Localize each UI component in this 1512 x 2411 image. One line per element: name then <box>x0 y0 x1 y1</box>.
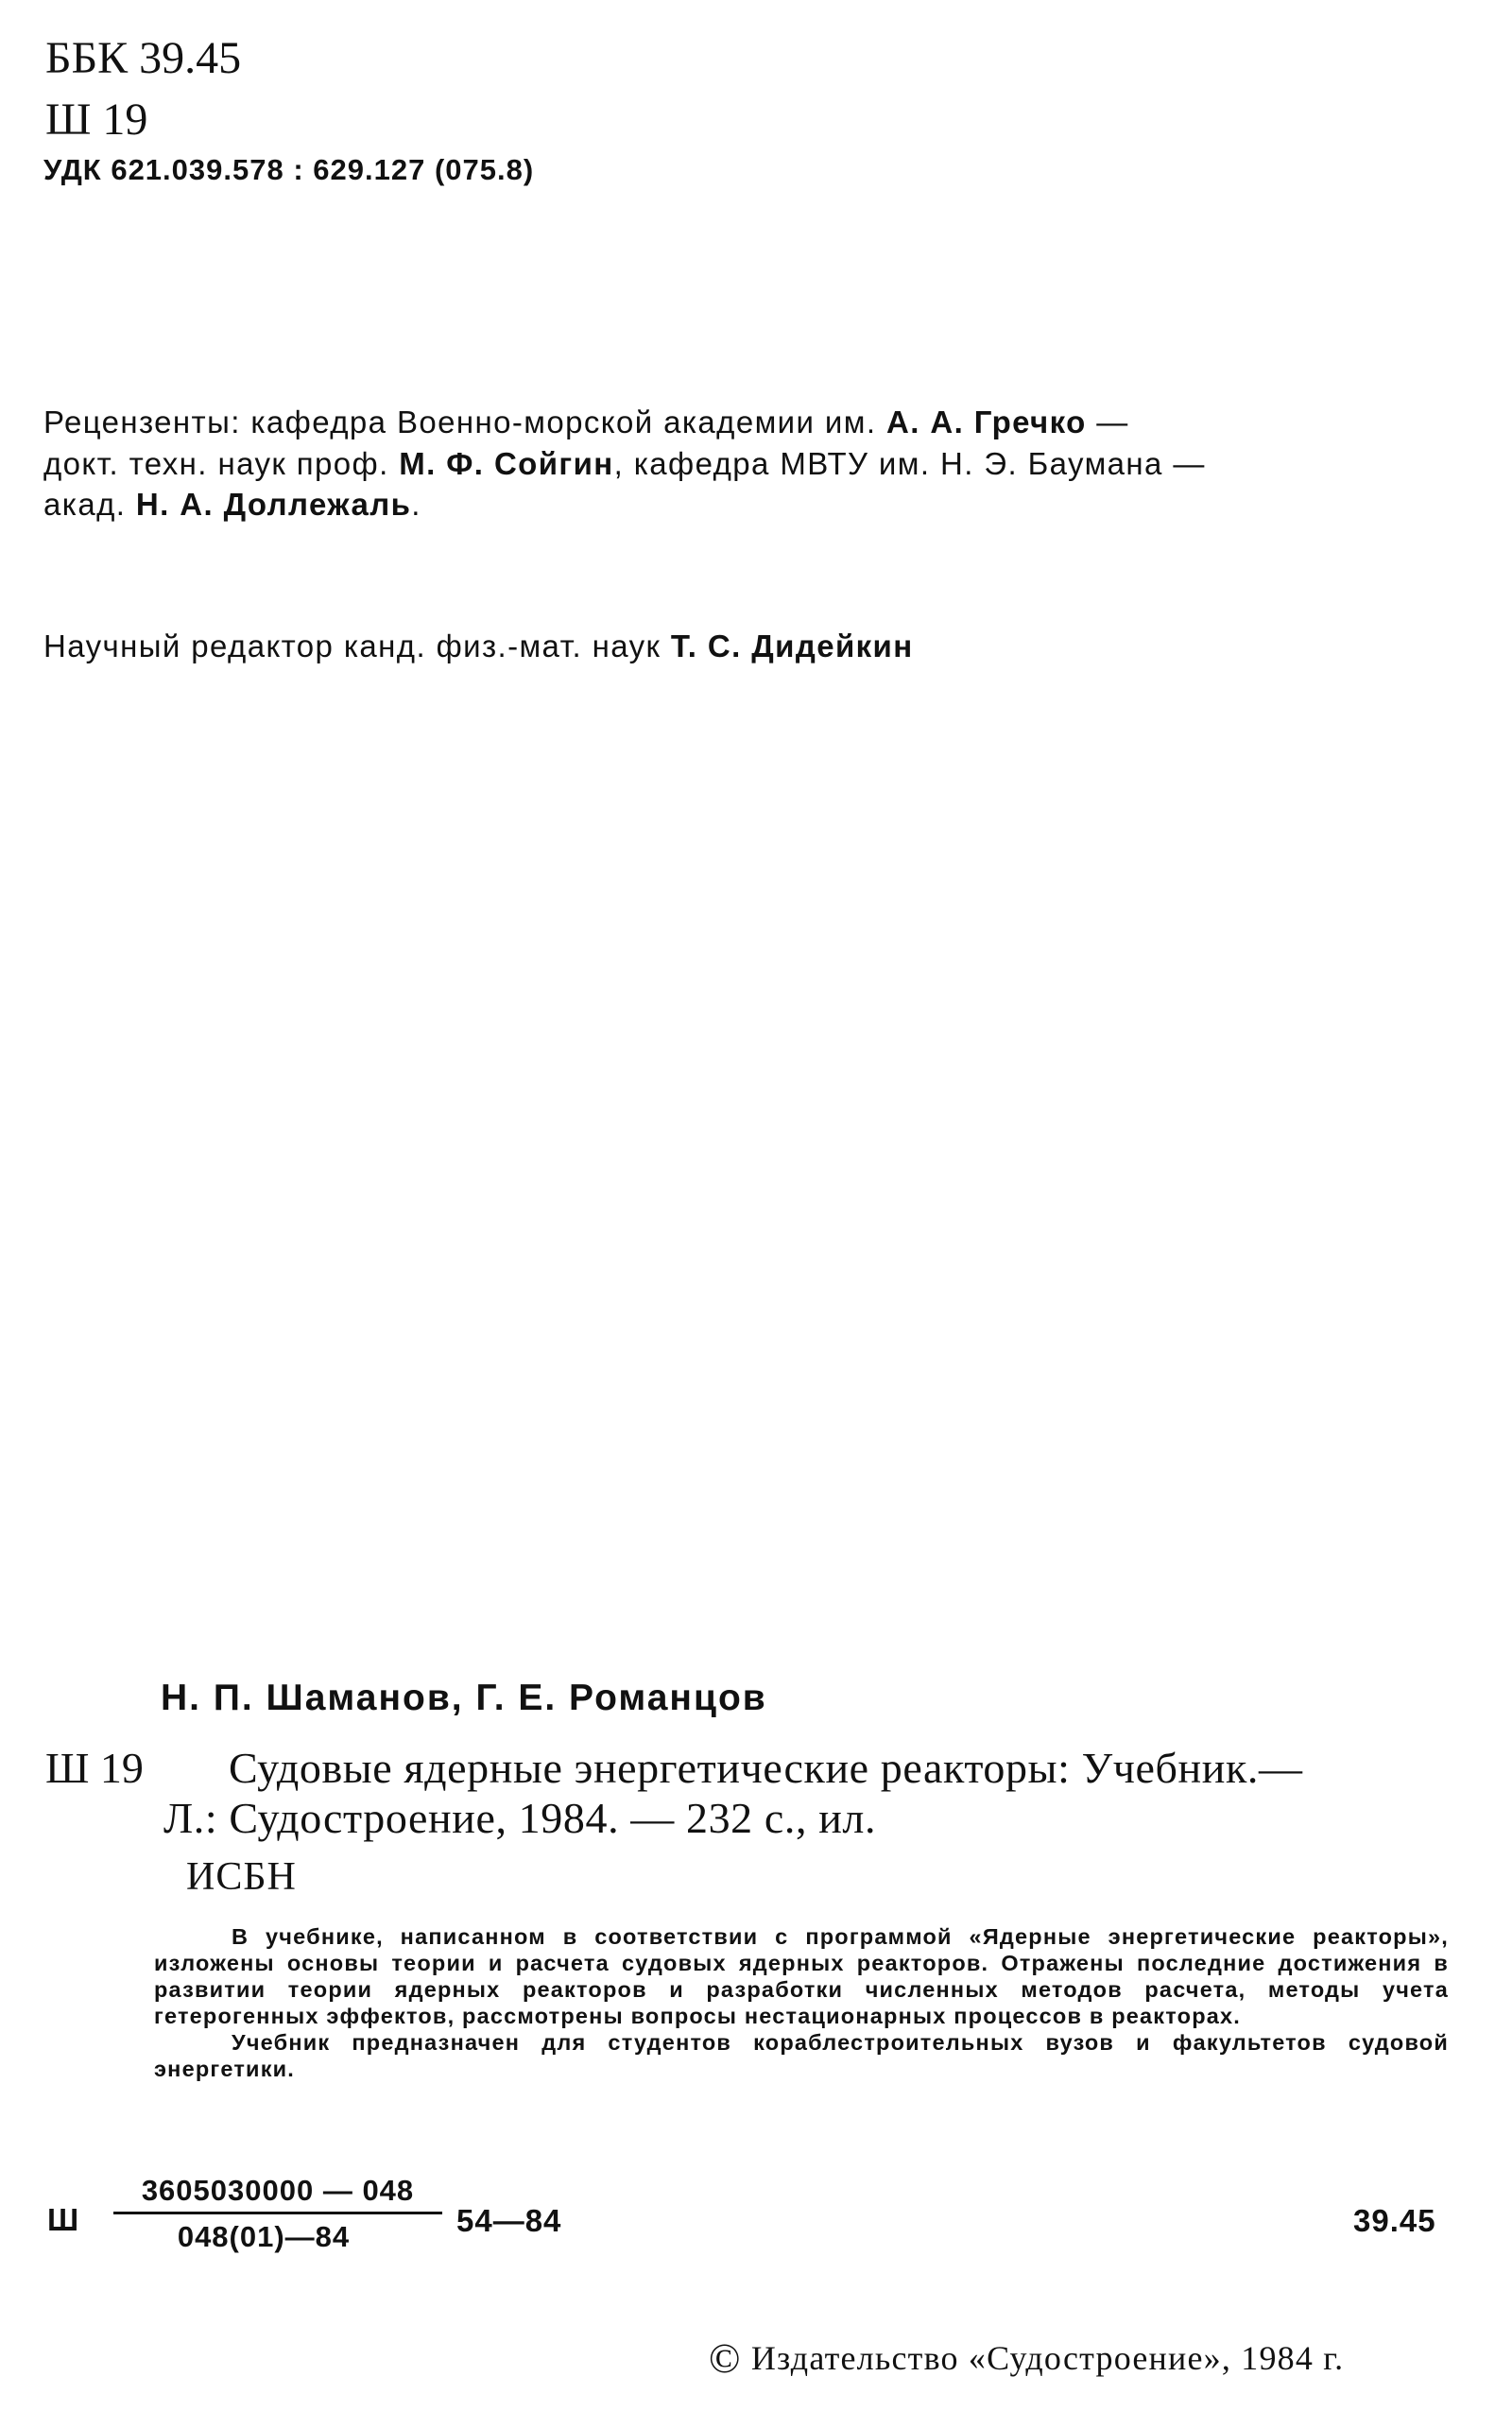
publication-info: Л.: Судостроение, 1984. — 232 с., ил. <box>163 1794 877 1842</box>
reviewers-line-1: Рецензенты: кафедра Военно-морской академии им. А. А. Гречко — <box>43 405 1129 439</box>
abstract-paragraph: Учебник предназначен для студентов кораблестроительных вузов и факультетов судовой энергетики. <box>154 2030 1449 2081</box>
reviewers-line-3: акад. Н. А. Доллежаль. <box>43 487 421 522</box>
author-code: Ш 19 <box>45 95 148 145</box>
classification-fraction <box>113 2174 442 2254</box>
reviewer-name-1: А. А. Гречко <box>885 405 1087 439</box>
bbk-index: ББК 39.45 <box>45 33 242 83</box>
reviewer-name-3: Н. А. Доллежаль <box>135 487 412 522</box>
fraction-numerator: 3605030000 — 048 <box>141 2174 415 2207</box>
copyright-text: Издательство «Судостроение», 1984 г. <box>741 2339 1345 2377</box>
editor-name: Т. С. Дидейкин <box>670 629 914 663</box>
classification-letter: Ш <box>47 2202 79 2237</box>
classification-extra: 54—84 <box>456 2203 562 2238</box>
copyright <box>709 2334 1344 2383</box>
fraction-bar <box>113 2212 442 2214</box>
reviewers-label: Рецензенты: кафедра Военно-морской академии им. <box>43 405 886 439</box>
udk-index: УДК 621.039.578 : 629.127 (075.8) <box>43 153 535 186</box>
copyright-icon: © <box>709 2335 742 2382</box>
abstract-paragraph: В учебнике, написанном в соответствии с программой «Ядерные энергетические реакторы», изложены основы теории и расчета судовых ядерных реакторов. Отражены последние достижения в развитии теории ядерных реакторов и разработки численных методов расчета, методы учета гетерогенных эффектов, рассмотрены вопросы нестационарных процессов в реакторах. <box>154 1924 1449 2028</box>
isbn: ИСБН <box>186 1855 297 1899</box>
classification-code: 39.45 <box>1353 2203 1436 2238</box>
abstract <box>154 1923 1449 2082</box>
fraction-denominator: 048(01)—84 <box>177 2220 351 2253</box>
book-title: Судовые ядерные энергетические реакторы: Учебник.— <box>229 1744 1303 1792</box>
reviewers-line-2: докт. техн. наук проф. М. Ф. Сойгин, кафедра МВТУ им. Н. Э. Баумана — <box>43 446 1206 481</box>
reviewer-name-2: М. Ф. Сойгин <box>399 446 614 481</box>
card-code: Ш 19 <box>45 1744 144 1792</box>
scientific-editor: Научный редактор канд. физ.-мат. наук Т. С. Дидейкин <box>43 629 914 663</box>
authors: Н. П. Шаманов, Г. Е. Романцов <box>161 1678 767 1718</box>
